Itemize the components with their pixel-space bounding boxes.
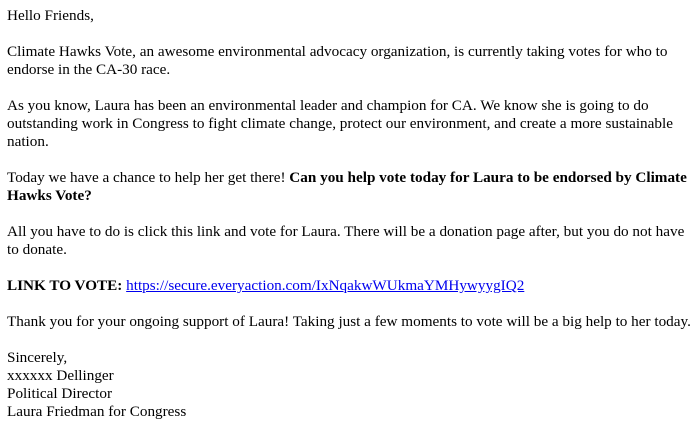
paragraph-instructions: All you have to do is click this link and vote for Laura. There will be a donation page after, but you do not have to donate. (7, 223, 685, 258)
vote-link-label: LINK TO VOTE: (7, 277, 123, 294)
signature-block (7, 349, 693, 421)
vote-link-line (7, 277, 693, 295)
signer-title: Political Director (7, 385, 113, 402)
greeting: Hello Friends, (7, 7, 94, 24)
paragraph-background: As you know, Laura has been an environmental leader and champion for CA. We know she is going to do outstanding work in Congress to fight climate change, protect our environment, and create a more sustainable nation. (7, 97, 673, 150)
paragraph-thanks: Thank you for your ongoing support of Laura! Taking just a few moments to vote will be a big help to her today. (7, 313, 691, 330)
signer-org: Laura Friedman for Congress (7, 403, 187, 420)
paragraph-ask (7, 169, 693, 205)
ask-bold-text: Can you help vote today for Laura to be endorsed by Climate Hawks Vote? (7, 169, 687, 204)
vote-link[interactable]: https://secure.everyaction.com/IxNqakwWUkmaYMHywyygIQ2 (126, 277, 525, 294)
paragraph-intro: Climate Hawks Vote, an awesome environmental advocacy organization, is currently taking votes for who to endorse in the CA-30 race. (7, 43, 668, 78)
signoff: Sincerely, (7, 349, 68, 366)
signer-name: xxxxxx Dellinger (7, 367, 114, 384)
ask-lead-text: Today we have a chance to help her get there! (7, 169, 290, 186)
